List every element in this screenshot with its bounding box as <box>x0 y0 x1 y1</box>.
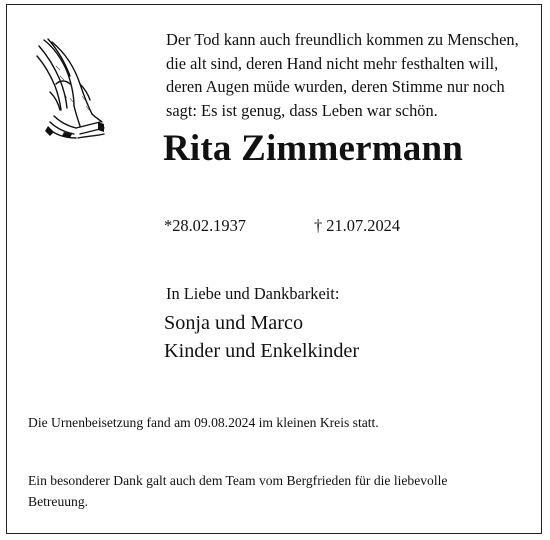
poem-line: sagt: Es ist genug, dass Leben war schön. <box>166 100 438 120</box>
mourner-name: Kinder und Enkelkinder <box>164 339 360 362</box>
burial-note: Die Urnenbeisetzung fand am 09.08.2024 im kleinen Kreis statt. <box>28 415 379 430</box>
death-date: † 21.07.2024 <box>314 216 401 235</box>
poem-line: die alt sind, deren Hand nicht mehr festhalten will, <box>166 53 499 73</box>
poem-line: Der Tod kann auch freundlich kommen zu Menschen, <box>166 30 519 49</box>
mourners-list <box>164 310 359 365</box>
praying-hands-icon <box>34 36 106 140</box>
poem <box>166 28 538 122</box>
deceased-name: Rita Zimmermann <box>163 128 463 169</box>
birth-date: *28.02.1937 <box>164 216 246 235</box>
mourners-intro: In Liebe und Dankbarkeit: <box>166 284 340 303</box>
poem-line: deren Augen müde wurden, deren Stimme nur noch <box>166 77 505 97</box>
thanks-note: Ein besonderer Dank galt auch dem Team vom Bergfrieden für die liebevolle Betreuung. <box>28 473 448 509</box>
mourner-name: Sonja und Marco <box>164 312 304 334</box>
